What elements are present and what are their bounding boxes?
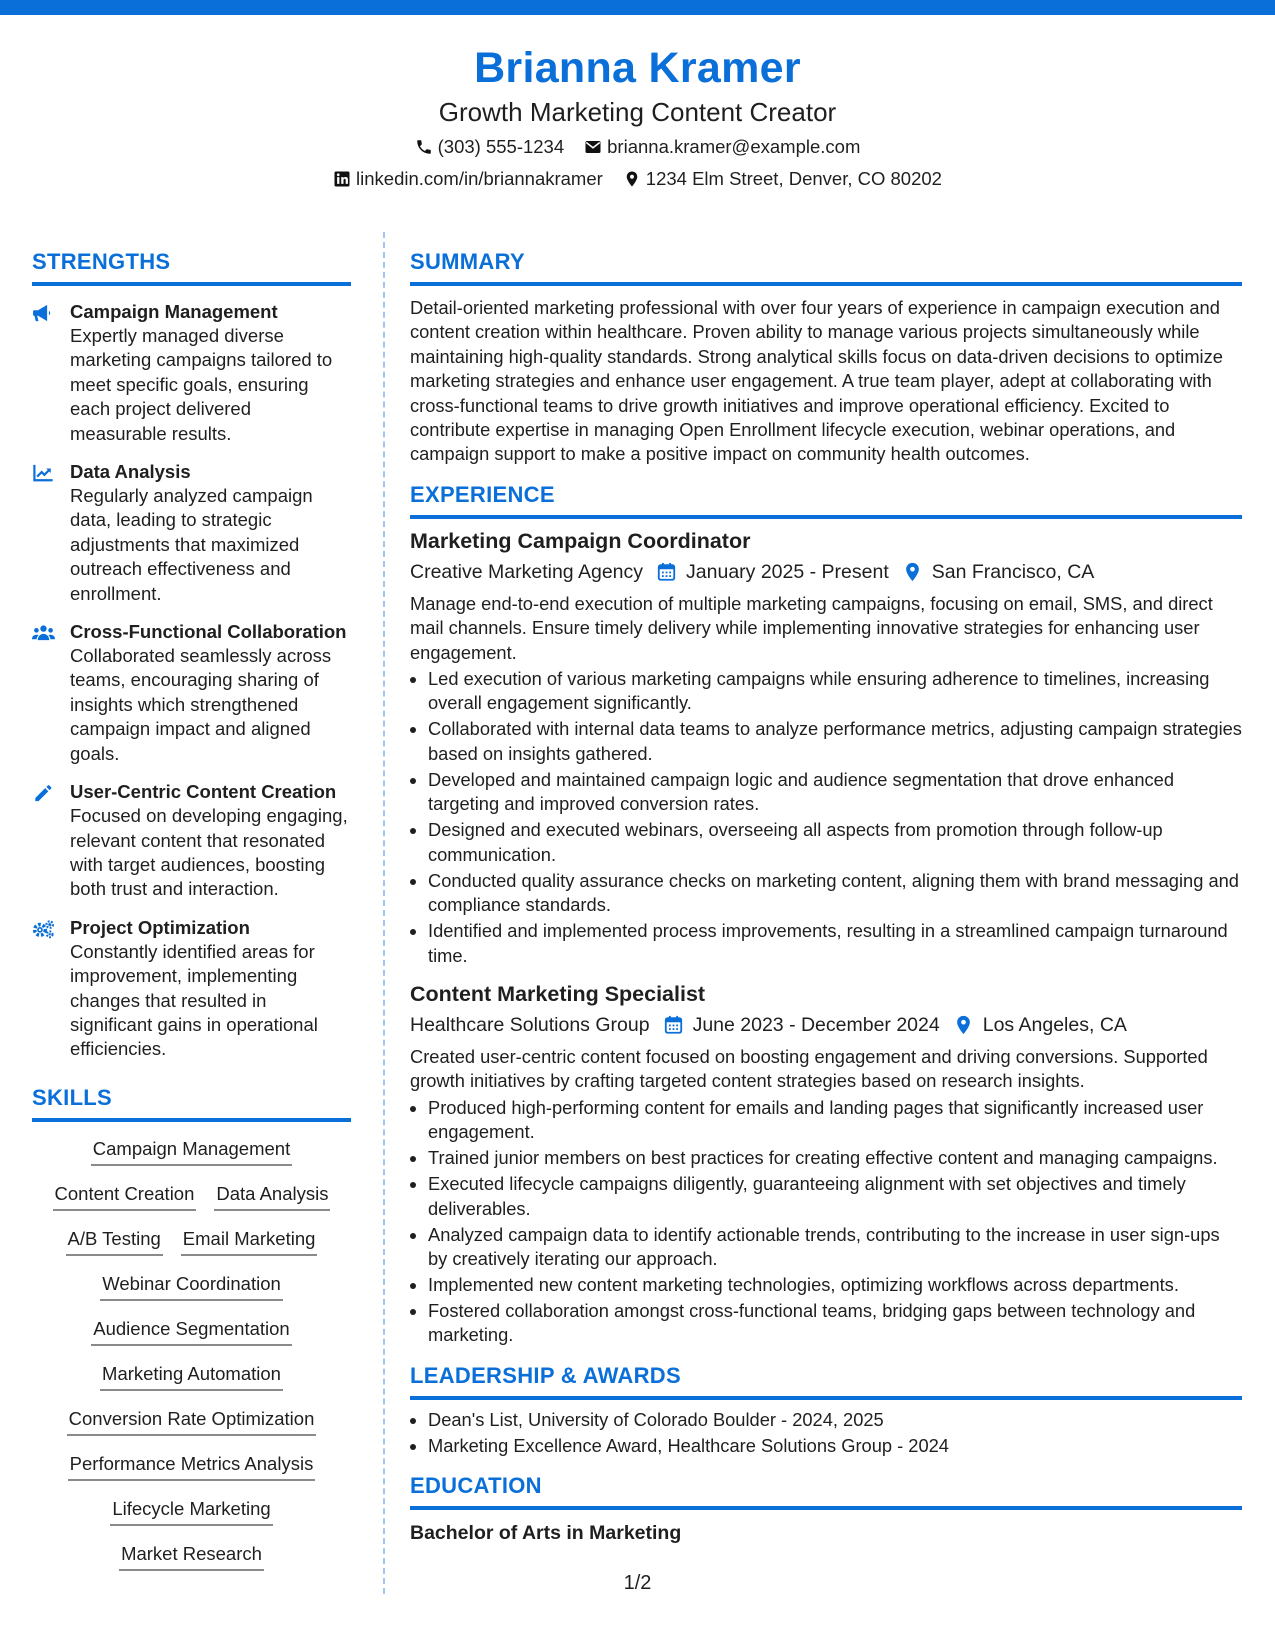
awards-list bbox=[410, 1408, 1242, 1458]
education-heading: EDUCATION bbox=[410, 1473, 542, 1499]
bullet-item: • Produced high-performing content for emails and landing pages that significantly increased user engagement. bbox=[428, 1096, 1242, 1145]
phone-icon bbox=[415, 138, 433, 156]
experience-heading: EXPERIENCE bbox=[410, 481, 555, 507]
bullet-item: • Trained junior members on best practices for creating effective content and managing campaigns. bbox=[428, 1146, 1242, 1170]
linkedin-text: linkedin.com/in/briannakramer bbox=[356, 168, 603, 189]
bullet-item: • Identified and implemented process improvements, resulting in a streamlined campaign turnaround time. bbox=[428, 919, 1242, 968]
job-title: Content Marketing Specialist bbox=[410, 981, 706, 1006]
map-pin-icon bbox=[623, 170, 641, 188]
phone-text: (303) 555-1234 bbox=[437, 136, 565, 157]
phone-contact[interactable] bbox=[415, 134, 565, 160]
award-item: • Dean's List, University of Colorado Boulder - 2024, 2025 bbox=[428, 1408, 1242, 1432]
job-location: San Francisco, CA bbox=[931, 560, 1095, 583]
calendar-icon bbox=[664, 1015, 683, 1035]
candidate-title: Growth Marketing Content Creator bbox=[438, 97, 837, 127]
contact-row-2 bbox=[0, 166, 1275, 192]
page-indicator: 1/2 bbox=[623, 1572, 652, 1594]
strength-description: Focused on developing engaging, relevant content that resonated with target audiences, boosting both trust and interaction. bbox=[70, 805, 348, 900]
skill-tag: A/B Testing bbox=[66, 1226, 163, 1256]
pencil-icon bbox=[32, 780, 70, 902]
skill-tag: Market Research bbox=[119, 1541, 264, 1571]
left-column bbox=[32, 248, 351, 1586]
address-text: 1234 Elm Street, Denver, CO 80202 bbox=[645, 168, 942, 189]
skill-tag: Audience Segmentation bbox=[91, 1316, 291, 1346]
job-meta bbox=[410, 1011, 1242, 1039]
right-column bbox=[410, 248, 1242, 1546]
job-meta bbox=[410, 558, 1242, 586]
strength-item bbox=[32, 780, 351, 902]
section-rule bbox=[410, 1396, 1242, 1400]
job-entry bbox=[410, 980, 1242, 1348]
bullet-item: • Developed and maintained campaign logic and audience segmentation that drove enhanced targeting and improved conversion rates. bbox=[428, 768, 1242, 817]
skill-tag: Data Analysis bbox=[214, 1181, 330, 1211]
skills-heading: SKILLS bbox=[32, 1084, 113, 1110]
section-rule bbox=[32, 1118, 351, 1122]
bullet-item: • Fostered collaboration amongst cross-functional teams, bridging gaps between technology and marketing. bbox=[428, 1299, 1242, 1348]
section-rule bbox=[410, 1506, 1242, 1510]
strength-title: Data Analysis bbox=[70, 461, 191, 483]
job-location: Los Angeles, CA bbox=[982, 1013, 1127, 1036]
job-dates: January 2025 - Present bbox=[686, 560, 889, 583]
top-accent-bar bbox=[0, 0, 1275, 15]
resume-header bbox=[0, 42, 1275, 192]
bullhorn-icon bbox=[32, 300, 70, 446]
bullet-item: • Analyzed campaign data to identify actionable trends, contributing to the increase in user sign-ups by creatively iterating our approach. bbox=[428, 1223, 1242, 1272]
calendar-icon bbox=[657, 562, 676, 582]
location-pin-icon bbox=[954, 1015, 973, 1035]
skill-tag: Performance Metrics Analysis bbox=[68, 1451, 316, 1481]
strength-title: Campaign Management bbox=[70, 301, 278, 322]
summary-text: Detail-oriented marketing professional with over four years of experience in campaign execution and content creation within healthcare. Proven ability to manage various projects simultaneously while maintaining high-quality standards. Strong analytical skills focus on data-driven decisions to optimize marketing strategies and enhance user engagement. A true team player, adept at collaborating with cross-functional teams to drive growth initiatives and improve operational efficiency. Excited to contribute expertise in managing Open Enrollment lifecycle execution, webinar operations, and campaign support to make a positive impact on community health outcomes. bbox=[410, 297, 1223, 465]
section-rule bbox=[32, 282, 351, 286]
column-divider bbox=[383, 232, 385, 1594]
award-item: • Marketing Excellence Award, Healthcare Solutions Group - 2024 bbox=[428, 1434, 1242, 1458]
email-text: brianna.kramer@example.com bbox=[607, 136, 861, 157]
strength-item bbox=[32, 460, 351, 606]
strength-description: Collaborated seamlessly across teams, encouraging sharing of insights which strengthened campaign impact and aligned goals. bbox=[70, 645, 332, 764]
address-contact bbox=[623, 166, 942, 192]
company-name: Creative Marketing Agency bbox=[410, 560, 644, 583]
awards-heading: LEADERSHIP & AWARDS bbox=[410, 1362, 681, 1388]
strength-item bbox=[32, 620, 351, 766]
job-description: Manage end-to-end execution of multiple marketing campaigns, focusing on email, SMS, and direct mail channels. Ensure timely delivery while implementing innovative strategies for enhancing user engagement. bbox=[410, 592, 1213, 663]
job-description: Created user-centric content focused on boosting engagement and driving conversions. Supported growth initiatives by crafting targeted content strategies based on research insights. bbox=[410, 1045, 1208, 1092]
contact-row-1 bbox=[0, 134, 1275, 160]
strength-title: User-Centric Content Creation bbox=[70, 781, 337, 803]
skill-tag: Content Creation bbox=[53, 1181, 197, 1211]
strength-description: Expertly managed diverse marketing campaigns tailored to meet specific goals, ensuring each project delivered measurable results. bbox=[70, 325, 333, 444]
strength-description: Constantly identified areas for improvement, implementing changes that resulted in significant gains in operational efficiencies. bbox=[70, 940, 318, 1060]
skill-tag: Conversion Rate Optimization bbox=[67, 1406, 317, 1436]
skill-tag: Campaign Management bbox=[91, 1136, 292, 1166]
bullet-item: • Conducted quality assurance checks on marketing content, aligning them with brand messaging and compliance standards. bbox=[428, 869, 1242, 918]
linkedin-icon bbox=[333, 170, 351, 188]
linkedin-contact[interactable] bbox=[333, 166, 603, 192]
job-bullets bbox=[410, 667, 1242, 968]
job-bullets bbox=[410, 1096, 1242, 1348]
users-icon bbox=[32, 620, 70, 766]
email-contact[interactable] bbox=[584, 134, 860, 160]
skill-tag: Email Marketing bbox=[181, 1226, 318, 1256]
summary-heading: SUMMARY bbox=[410, 249, 525, 274]
education-degree: Bachelor of Arts in Marketing bbox=[410, 1522, 682, 1545]
strengths-heading: STRENGTHS bbox=[32, 249, 171, 274]
company-name: Healthcare Solutions Group bbox=[410, 1013, 650, 1036]
bullet-item: • Executed lifecycle campaigns diligently, guaranteeing alignment with set objectives and timely deliverables. bbox=[428, 1172, 1242, 1221]
bullet-item: • Led execution of various marketing campaigns while ensuring adherence to timelines, increasing overall engagement significantly. bbox=[428, 667, 1242, 716]
bullet-item: • Implemented new content marketing technologies, optimizing workflows across departments. bbox=[428, 1273, 1242, 1297]
gears-icon bbox=[32, 916, 70, 1062]
location-pin-icon bbox=[903, 562, 922, 582]
skill-tag: Webinar Coordination bbox=[100, 1271, 283, 1301]
skill-tag: Marketing Automation bbox=[100, 1361, 283, 1391]
strength-description: Regularly analyzed campaign data, leading to strategic adjustments that maximized outreach effectiveness and enrollment. bbox=[70, 485, 313, 604]
job-dates: June 2023 - December 2024 bbox=[692, 1013, 940, 1036]
job-title: Marketing Campaign Coordinator bbox=[410, 528, 751, 553]
envelope-icon bbox=[584, 138, 602, 156]
bullet-item: • Designed and executed webinars, overseeing all aspects from promotion through follow-up communication. bbox=[428, 818, 1242, 867]
strength-title: Project Optimization bbox=[70, 916, 250, 938]
strength-item bbox=[32, 300, 351, 446]
section-rule bbox=[410, 515, 1242, 519]
strength-title: Cross-Functional Collaboration bbox=[70, 621, 347, 643]
candidate-name: Brianna Kramer bbox=[474, 44, 801, 92]
bullet-item: • Collaborated with internal data teams to analyze performance metrics, adjusting campaign strategies based on insights gathered. bbox=[428, 717, 1242, 766]
skill-tag: Lifecycle Marketing bbox=[110, 1496, 272, 1526]
line-chart-icon bbox=[32, 460, 70, 606]
job-entry bbox=[410, 527, 1242, 968]
skills-list bbox=[32, 1136, 351, 1571]
section-rule bbox=[410, 282, 1242, 286]
strength-item bbox=[32, 916, 351, 1062]
